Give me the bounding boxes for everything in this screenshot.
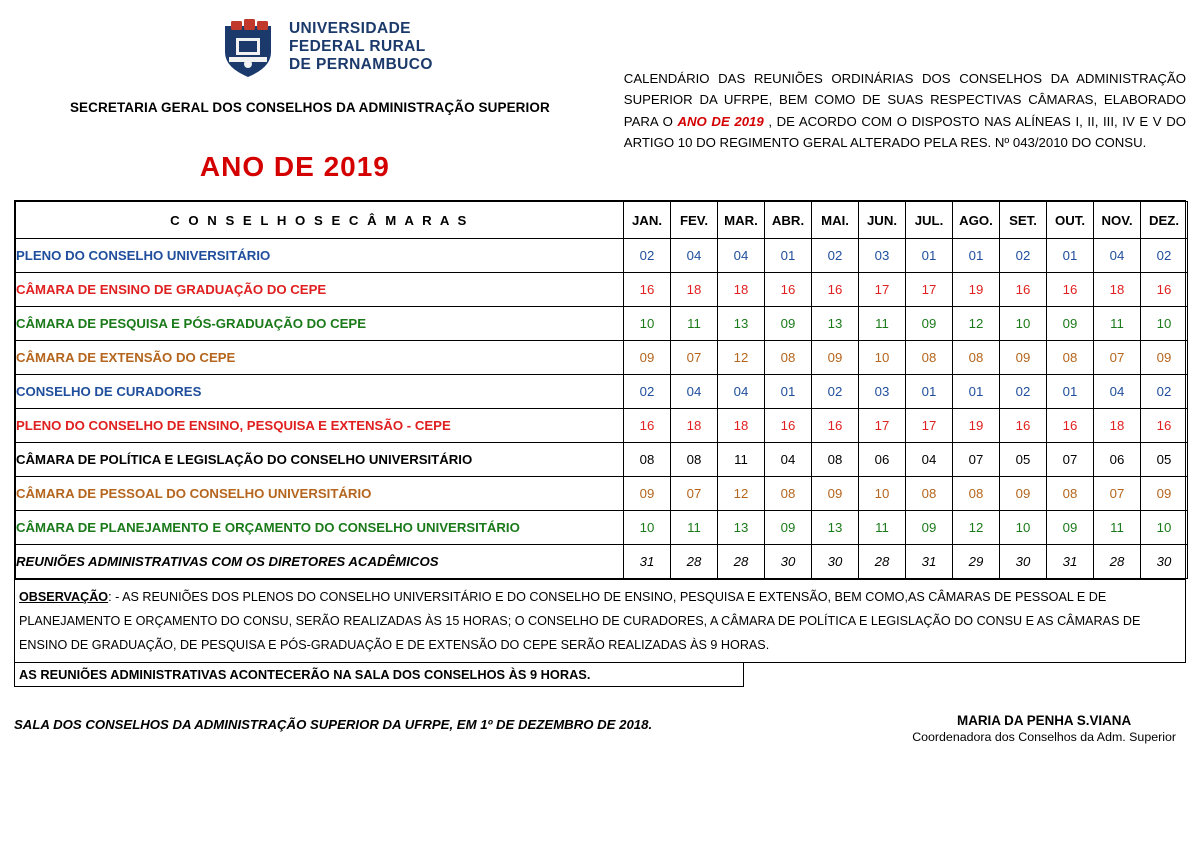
- table-cell-date: 18: [1094, 409, 1141, 443]
- table-cell-date: 18: [1094, 273, 1141, 307]
- table-cell-date: 02: [1000, 375, 1047, 409]
- signature-block: [912, 713, 1186, 744]
- table-cell-date: 07: [671, 477, 718, 511]
- table-cell-date: 08: [624, 443, 671, 477]
- table-cell-date: 16: [1047, 273, 1094, 307]
- table-cell-date: 11: [718, 443, 765, 477]
- table-cell-date: 10: [1000, 307, 1047, 341]
- table-cell-date: 09: [765, 511, 812, 545]
- description-part-2: , DE ACORDO COM O DISPOSTO NAS ALÍNEAS I, II, III, IV E V DO ARTIGO 10 DO REGIMENTO GERAL ALTERADO PELA RES. Nº 043/2010 DO CONSU.: [623, 113, 1186, 151]
- table-cell-date: 16: [765, 273, 812, 307]
- table-cell-date: 09: [624, 477, 671, 511]
- table-cell-date: 11: [859, 511, 906, 545]
- table-cell-date: 09: [906, 511, 953, 545]
- table-row-label: CÂMARA DE PESQUISA E PÓS-GRADUAÇÃO DO CEPE: [16, 307, 624, 341]
- table-cell-date: 08: [906, 341, 953, 375]
- table-cell-date: 11: [671, 307, 718, 341]
- observation-text: : - AS REUNIÕES DOS PLENOS DO CONSELHO UNIVERSITÁRIO E DO CONSELHO DE ENSINO, PESQUISA E EXTENSÃO, BEM COMO,AS CÂMARAS DE PESSOAL E DE PLANEJAMENTO E ORÇAMENTO DO CONSU, SERÃO REALIZADAS ÀS 15 HORAS; O CONSELHO DE CURADORES, A CÂMARA DE POLÍTICA E LEGISLAÇÃO DO CONSU E AS CÂMARAS DE ENSINO DE GRADUAÇÃO, DE PESQUISA E PÓS-GRADUAÇÃO E DE EXTENSÃO DO CEPE SERÃO REALIZADAS ÀS 9 HORAS.: [19, 590, 1141, 653]
- table-cell-date: 05: [1000, 443, 1047, 477]
- table-cell-date: 02: [624, 239, 671, 273]
- table-row-label: PLENO DO CONSELHO DE ENSINO, PESQUISA E EXTENSÃO - CEPE: [16, 409, 624, 443]
- table-cell-date: 11: [859, 307, 906, 341]
- column-header-month-6: JUN.: [859, 202, 906, 239]
- table-cell-date: 31: [1047, 545, 1094, 579]
- table-row-label: CÂMARA DE PLANEJAMENTO E ORÇAMENTO DO CONSELHO UNIVERSITÁRIO: [16, 511, 624, 545]
- table-cell-date: 09: [1047, 307, 1094, 341]
- table-row: [16, 273, 1188, 307]
- table-cell-date: 01: [1047, 239, 1094, 273]
- table-cell-date: 08: [671, 443, 718, 477]
- table-cell-date: 02: [1141, 375, 1188, 409]
- table-cell-date: 01: [765, 375, 812, 409]
- table-cell-date: 01: [906, 375, 953, 409]
- table-row-label: REUNIÕES ADMINISTRATIVAS COM OS DIRETORES ACADÊMICOS: [16, 545, 624, 579]
- table-cell-date: 05: [1141, 443, 1188, 477]
- place-and-date: SALA DOS CONSELHOS DA ADMINISTRAÇÃO SUPERIOR DA UFRPE, EM 1º DE DEZEMBRO DE 2018.: [14, 716, 653, 732]
- table-cell-date: 10: [624, 307, 671, 341]
- table-cell-date: 17: [859, 409, 906, 443]
- table-cell-date: 31: [624, 545, 671, 579]
- table-cell-date: 16: [624, 273, 671, 307]
- table-cell-date: 16: [1000, 409, 1047, 443]
- table-cell-date: 08: [765, 341, 812, 375]
- table-cell-date: 07: [953, 443, 1000, 477]
- table-header: [16, 202, 1188, 239]
- table-cell-date: 09: [1141, 477, 1188, 511]
- table-row-label: CÂMARA DE PESSOAL DO CONSELHO UNIVERSITÁRIO: [16, 477, 624, 511]
- table-cell-date: 10: [1141, 307, 1188, 341]
- table-cell-date: 19: [953, 409, 1000, 443]
- table-cell-date: 19: [953, 273, 1000, 307]
- table-cell-date: 10: [1000, 511, 1047, 545]
- table-row-label: CÂMARA DE ENSINO DE GRADUAÇÃO DO CEPE: [16, 273, 624, 307]
- table-header-row: [16, 202, 1188, 239]
- column-header-month-9: SET.: [1000, 202, 1047, 239]
- table-cell-date: 16: [765, 409, 812, 443]
- table-cell-date: 18: [718, 273, 765, 307]
- document-header: [0, 0, 1200, 200]
- table-cell-date: 03: [859, 375, 906, 409]
- table-row: [16, 443, 1188, 477]
- table-row-label: CÂMARA DE EXTENSÃO DO CEPE: [16, 341, 624, 375]
- table-cell-date: 13: [718, 307, 765, 341]
- column-header-councils: C O N S E L H O S E C Â M A R A S: [16, 202, 624, 239]
- table-cell-date: 01: [1047, 375, 1094, 409]
- table-cell-date: 10: [1141, 511, 1188, 545]
- header-left-block: [14, 10, 606, 183]
- table-cell-date: 08: [953, 477, 1000, 511]
- table-cell-date: 10: [859, 477, 906, 511]
- university-name-line-2: FEDERAL RURAL: [288, 37, 426, 55]
- table-cell-date: 13: [812, 511, 859, 545]
- table-row: [16, 307, 1188, 341]
- table-row: [16, 409, 1188, 443]
- table-cell-date: 16: [1000, 273, 1047, 307]
- table-row: [16, 341, 1188, 375]
- university-name-line-3: DE PERNAMBUCO: [288, 56, 433, 74]
- table-cell-date: 02: [624, 375, 671, 409]
- table-cell-date: 09: [1000, 341, 1047, 375]
- table-cell-date: 12: [953, 307, 1000, 341]
- column-header-month-4: ABR.: [765, 202, 812, 239]
- table-cell-date: 09: [765, 307, 812, 341]
- table-cell-date: 07: [671, 341, 718, 375]
- table-cell-date: 10: [624, 511, 671, 545]
- table-cell-date: 10: [859, 341, 906, 375]
- column-header-month-3: MAR.: [718, 202, 765, 239]
- column-header-month-1: JAN.: [624, 202, 671, 239]
- table-row: [16, 477, 1188, 511]
- table-cell-date: 07: [1094, 477, 1141, 511]
- table-cell-date: 09: [812, 477, 859, 511]
- table-cell-date: 09: [624, 341, 671, 375]
- table-cell-date: 28: [1094, 545, 1141, 579]
- table-cell-date: 17: [859, 273, 906, 307]
- table-cell-date: 04: [1094, 375, 1141, 409]
- year-title: ANO DE 2019: [199, 151, 390, 182]
- table-cell-date: 09: [812, 341, 859, 375]
- table-cell-date: 08: [953, 341, 1000, 375]
- table-cell-date: 16: [812, 273, 859, 307]
- column-header-month-12: DEZ.: [1141, 202, 1188, 239]
- table-row-label: PLENO DO CONSELHO UNIVERSITÁRIO: [16, 239, 624, 273]
- table-cell-date: 11: [1094, 307, 1141, 341]
- table-cell-date: 30: [765, 545, 812, 579]
- document-footer: [14, 687, 1186, 744]
- table-cell-date: 04: [1094, 239, 1141, 273]
- table-cell-date: 11: [1094, 511, 1141, 545]
- table-cell-date: 29: [953, 545, 1000, 579]
- table-cell-date: 28: [718, 545, 765, 579]
- table-cell-date: 28: [671, 545, 718, 579]
- table-cell-date: 07: [1094, 341, 1141, 375]
- column-header-month-10: OUT.: [1047, 202, 1094, 239]
- table-cell-date: 08: [1047, 477, 1094, 511]
- table-cell-date: 06: [1094, 443, 1141, 477]
- university-name-line-1: UNIVERSIDADE: [288, 19, 411, 37]
- column-header-month-11: NOV.: [1094, 202, 1141, 239]
- table-cell-date: 16: [624, 409, 671, 443]
- table-cell-date: 09: [1047, 511, 1094, 545]
- table-cell-date: 18: [718, 409, 765, 443]
- table-cell-date: 04: [671, 375, 718, 409]
- table-cell-date: 16: [1141, 409, 1188, 443]
- table-row-label: CÂMARA DE POLÍTICA E LEGISLAÇÃO DO CONSELHO UNIVERSITÁRIO: [16, 443, 624, 477]
- table-cell-date: 16: [1141, 273, 1188, 307]
- column-header-month-7: JUL.: [906, 202, 953, 239]
- table-cell-date: 30: [812, 545, 859, 579]
- header-description: [624, 10, 1186, 154]
- description-year-highlight: ANO DE 2019: [677, 113, 764, 129]
- table-cell-date: 02: [1141, 239, 1188, 273]
- table-cell-date: 08: [1047, 341, 1094, 375]
- description-part-1: CALENDÁRIO DAS REUNIÕES ORDINÁRIAS DOS CONSELHOS DA ADMINISTRAÇÃO SUPERIOR DA UFRPE, BEM COMO DE SUAS RESPECTIVAS CÂMARAS, ELABORADO PARA O: [623, 71, 1186, 129]
- table-cell-date: 12: [718, 477, 765, 511]
- table-cell-date: 01: [906, 239, 953, 273]
- table-cell-date: 13: [812, 307, 859, 341]
- table-cell-date: 04: [718, 375, 765, 409]
- column-header-month-2: FEV.: [671, 202, 718, 239]
- university-name: [289, 20, 433, 75]
- secretaria-title: SECRETARIA GERAL DOS CONSELHOS DA ADMINISTRAÇÃO SUPERIOR: [69, 100, 550, 115]
- table-cell-date: 16: [1047, 409, 1094, 443]
- table-cell-date: 08: [906, 477, 953, 511]
- table-cell-date: 04: [765, 443, 812, 477]
- table-cell-date: 28: [859, 545, 906, 579]
- observation-block: [14, 580, 1186, 663]
- signature-role: Coordenadora dos Conselhos da Adm. Superior: [912, 729, 1176, 744]
- table-row: [16, 545, 1188, 579]
- table-cell-date: 08: [765, 477, 812, 511]
- table-cell-date: 02: [812, 239, 859, 273]
- university-crest-icon: [217, 16, 279, 78]
- table-row: [16, 511, 1188, 545]
- table-cell-date: 18: [671, 273, 718, 307]
- table-cell-date: 02: [812, 375, 859, 409]
- column-header-month-5: MAI.: [812, 202, 859, 239]
- table-cell-date: 04: [718, 239, 765, 273]
- table-cell-date: 06: [859, 443, 906, 477]
- table-cell-date: 09: [1141, 341, 1188, 375]
- table-cell-date: 07: [1047, 443, 1094, 477]
- table-cell-date: 11: [671, 511, 718, 545]
- admin-meetings-note: AS REUNIÕES ADMINISTRATIVAS ACONTECERÃO NA SALA DOS CONSELHOS ÀS 9 HORAS.: [14, 663, 744, 687]
- table-cell-date: 16: [812, 409, 859, 443]
- table-cell-date: 09: [1000, 477, 1047, 511]
- table-row-label: CONSELHO DE CURADORES: [16, 375, 624, 409]
- table-row: [16, 375, 1188, 409]
- university-logo: [44, 16, 606, 78]
- table-cell-date: 30: [1141, 545, 1188, 579]
- table-cell-date: 09: [906, 307, 953, 341]
- table-cell-date: 31: [906, 545, 953, 579]
- observation-label: OBSERVAÇÃO: [19, 590, 109, 604]
- table-cell-date: 04: [906, 443, 953, 477]
- table-row: [16, 239, 1188, 273]
- table-cell-date: 02: [1000, 239, 1047, 273]
- table-cell-date: 17: [906, 409, 953, 443]
- table-cell-date: 04: [671, 239, 718, 273]
- table-cell-date: 13: [718, 511, 765, 545]
- table-cell-date: 08: [812, 443, 859, 477]
- column-header-month-8: AGO.: [953, 202, 1000, 239]
- table-cell-date: 01: [953, 239, 1000, 273]
- table-cell-date: 12: [718, 341, 765, 375]
- table-cell-date: 17: [906, 273, 953, 307]
- table-cell-date: 03: [859, 239, 906, 273]
- signature-name: MARIA DA PENHA S.VIANA: [957, 712, 1132, 728]
- table-cell-date: 01: [765, 239, 812, 273]
- table-body: [16, 239, 1188, 579]
- calendar-table: [15, 201, 1188, 579]
- table-cell-date: 18: [671, 409, 718, 443]
- calendar-table-wrap: [14, 200, 1186, 580]
- table-cell-date: 01: [953, 375, 1000, 409]
- table-cell-date: 12: [953, 511, 1000, 545]
- table-cell-date: 30: [1000, 545, 1047, 579]
